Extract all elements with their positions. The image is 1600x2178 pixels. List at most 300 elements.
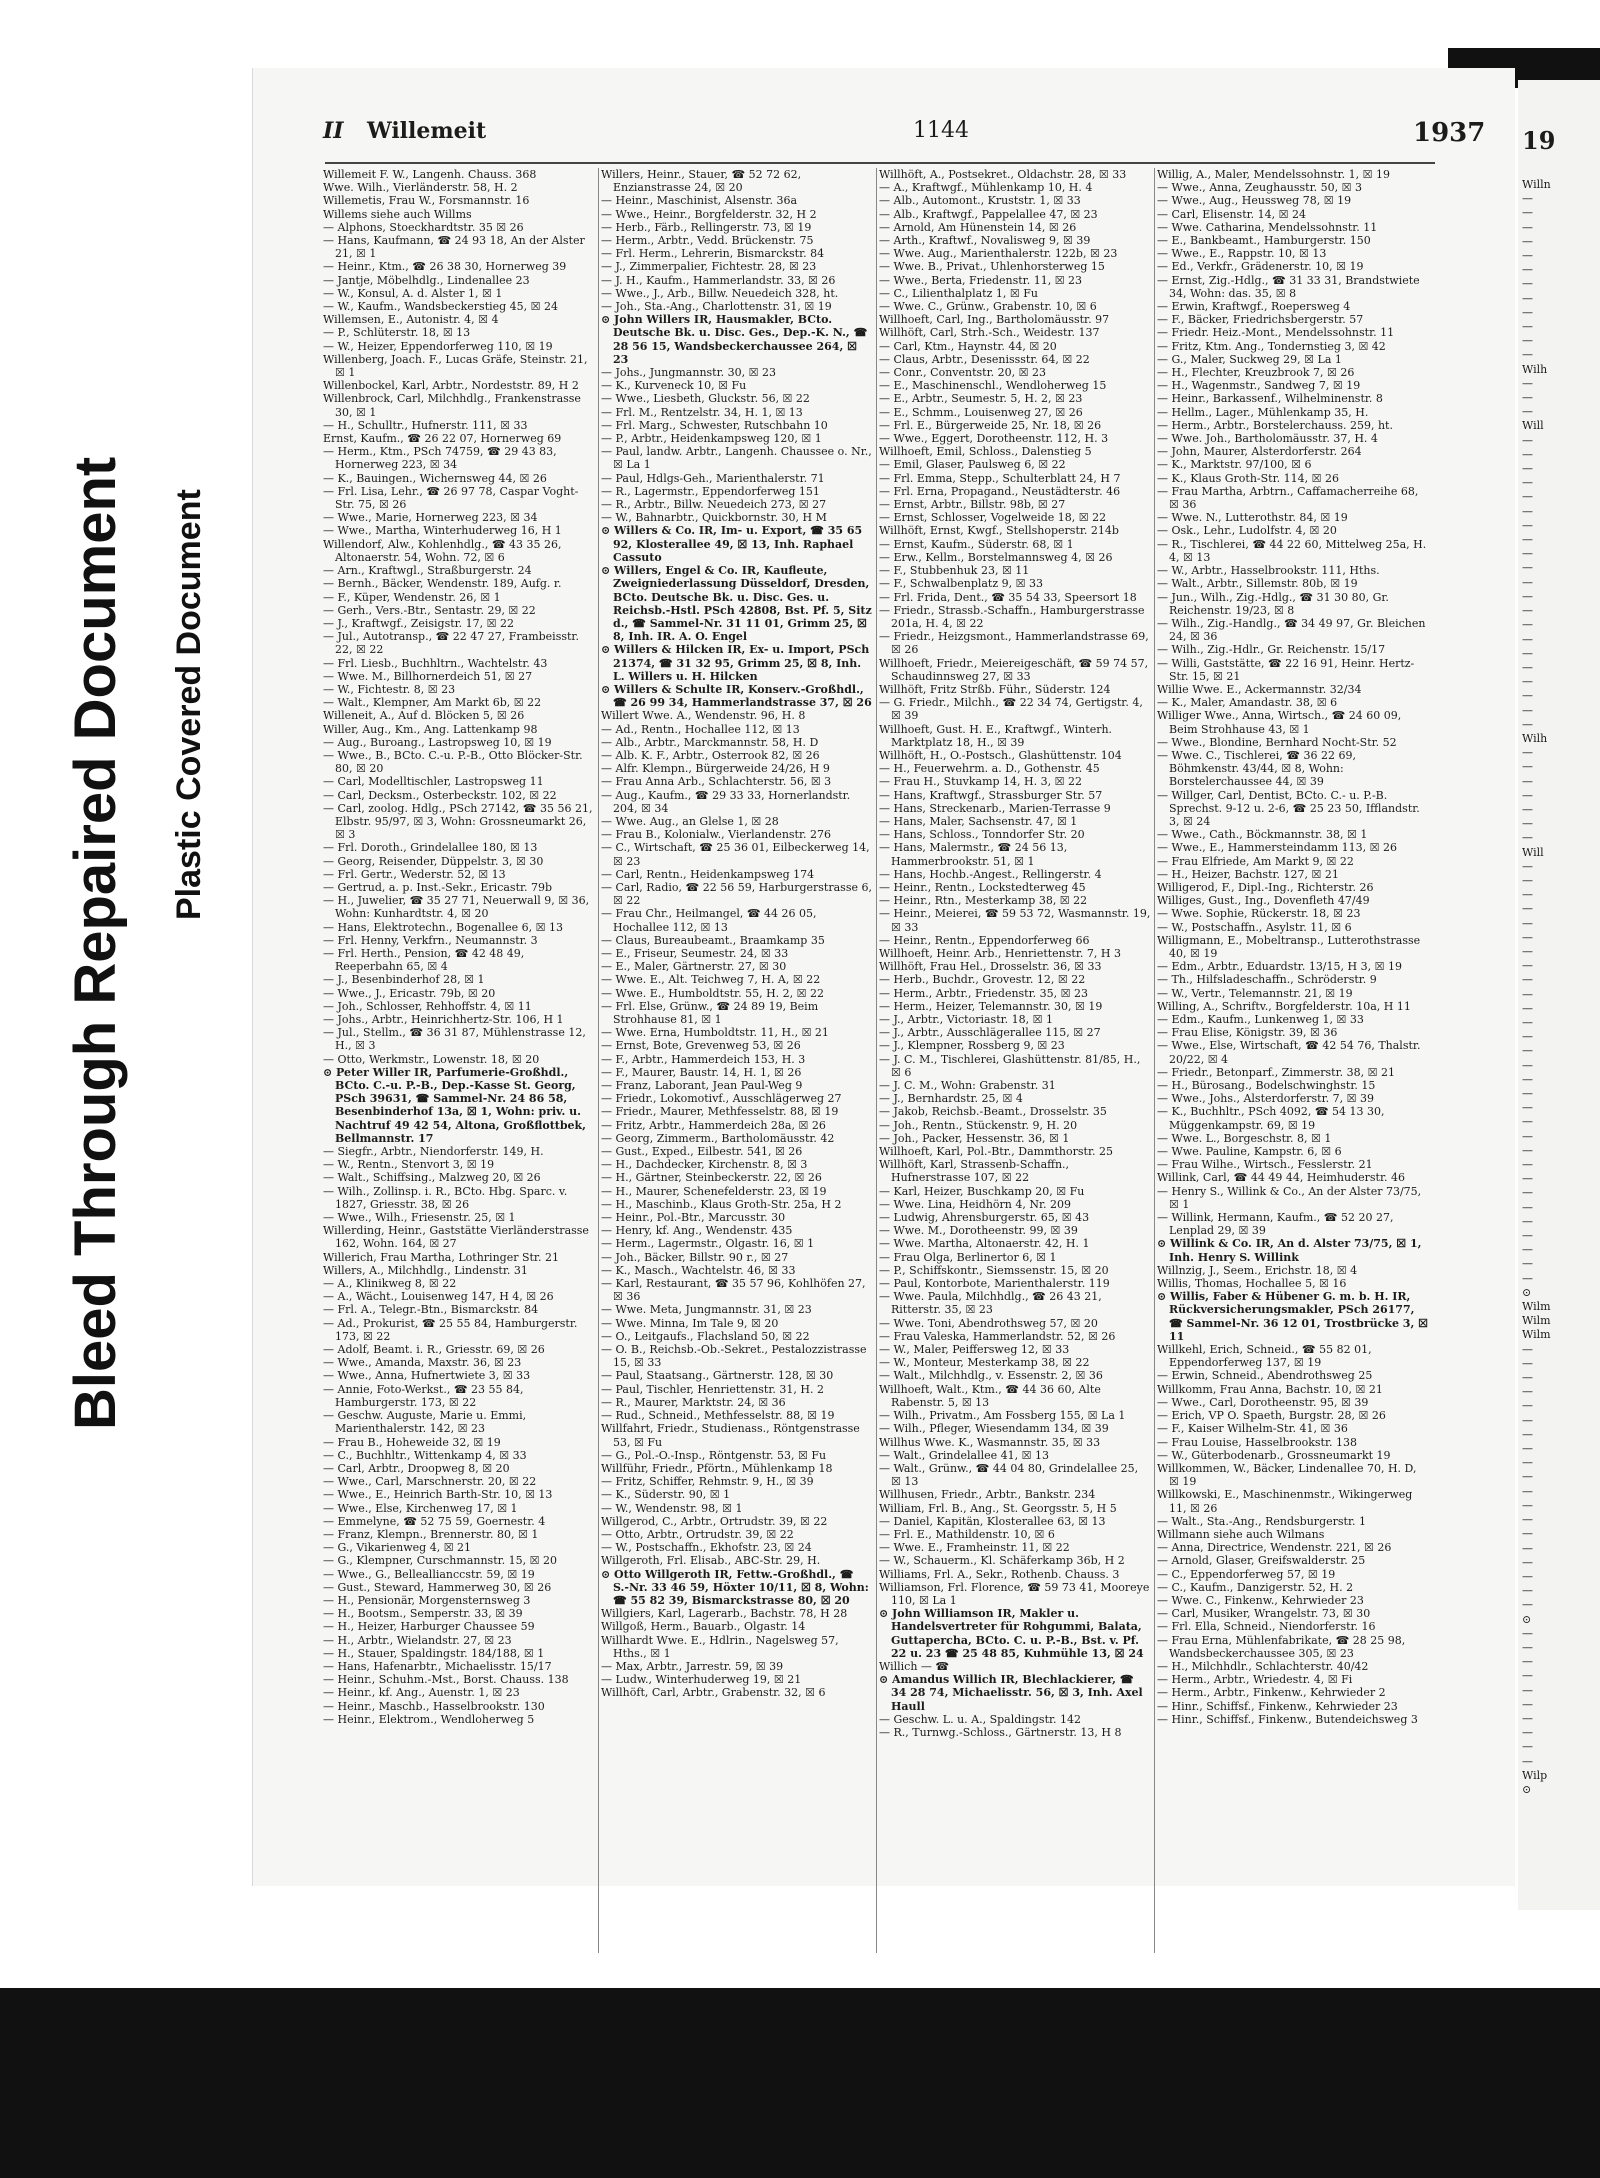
directory-entry: — Ludw., Winterhuderweg 19, ☒ 21 (601, 1673, 802, 1687)
directory-entry: — Wilh., Zig.-Hdlr., Gr. Reichenstr. 15/17 (1157, 643, 1386, 657)
directory-entry: Willerding, Heinr., Gaststätte Vierländerstrasse 162, Wohn. 164, ☒ 27 (323, 1224, 589, 1251)
column-divider (598, 168, 599, 1953)
directory-entry: — Frl. Frida, Dent., ☎ 35 54 33, Speersort 18 (879, 590, 1137, 604)
directory-entry: — K., Süderstr. 90, ☒ 1 (601, 1488, 731, 1502)
directory-entry: — Wwe. E., Alt. Teichweg 7, H. A, ☒ 22 (601, 973, 821, 987)
directory-entry: — Wwe., Blondine, Bernhard Nocht-Str. 52 (1157, 735, 1397, 749)
directory-entry: — Wwe. Joh., Bartholomäusstr. 37, H. 4 (1157, 432, 1378, 446)
directory-entry: — Heinr., Rentn., Eppendorferweg 66 (879, 933, 1090, 947)
directory-entry: — Alb., Arbtr., Marckmannstr. 58, H. D (601, 735, 819, 749)
directory-entry: — Heinr., Meierei, ☎ 59 53 72, Wasmannstr. 19, ☒ 33 (879, 907, 1151, 934)
directory-entry: — Ernst, Bote, Grevenweg 53, ☒ 26 (601, 1039, 801, 1053)
directory-entry: — Walt., Grindelallee 41, ☒ 13 (879, 1448, 1050, 1462)
directory-entry: — Hinr., Schiffsf., Finkenw., Kehrwieder 23 (1157, 1699, 1398, 1713)
fragment-line: — (1522, 675, 1533, 689)
directory-entry: Willfahrt, Friedr., Studienass., Röntgenstrasse 53, ☒ Fu (601, 1422, 860, 1449)
fragment-line: — (1522, 249, 1533, 263)
directory-entry: — W., Arbtr., Hasselbrookstr. 111, Hths. (1157, 564, 1380, 578)
directory-entry: — H., Flechter, Kreuzbrook 7, ☒ 26 (1157, 366, 1355, 380)
fragment-line: — (1522, 1541, 1533, 1555)
directory-entry: — Walt., Sta.-Ang., Rendsburgerstr. 1 (1157, 1514, 1366, 1528)
directory-entry: — Heinr., Barkassenf., Wilhelminenstr. 8 (1157, 392, 1383, 406)
directory-entry: — Wilh., Pfleger, Wiesendamm 134, ☒ 39 (879, 1422, 1109, 1436)
directory-entry: Willhusen, Friedr., Arbtr., Bankstr. 234 (879, 1488, 1096, 1502)
directory-entry: — Heinr., Rtn., Mesterkamp 38, ☒ 22 (879, 894, 1088, 908)
directory-entry: — Wwe., Eggert, Dorotheenstr. 112, H. 3 (879, 432, 1109, 446)
fragment-line: — (1522, 930, 1533, 944)
directory-entry: — Wwe., E., Rappstr. 10, ☒ 13 (1157, 247, 1327, 261)
directory-entry: — Walt., Schiffsing., Malzweg 20, ☒ 26 (323, 1171, 541, 1185)
directory-entry: Willkommen, W., Bäcker, Lindenallee 70, H. D, ☒ 19 (1157, 1461, 1417, 1489)
fragment-line: — (1522, 1200, 1533, 1214)
directory-entry: Willems siehe auch Willms (323, 207, 472, 221)
fragment-line: — (1522, 1555, 1533, 1569)
directory-entry: — Karl, Heizer, Buschkamp 20, ☒ Fu (879, 1184, 1085, 1198)
directory-entry: — Paul, Hdlgs-Geh., Marienthalerstr. 71 (601, 471, 825, 485)
directory-entry: — J. H., Kaufm., Hammerlandstr. 33, ☒ 26 (601, 273, 836, 287)
directory-entry: — Hinr., Schiffsf., Finkenw., Butendeichsweg 3 (1157, 1712, 1418, 1726)
directory-entry: — Frau B., Kolonialw., Vierlandenstr. 276 (601, 828, 832, 842)
directory-entry: Willhöft, Ernst, Kwgf., Stellshoperstr. 214b (879, 524, 1119, 538)
fragment-line: — (1522, 1726, 1533, 1740)
directory-entry: Willing, A., Schriftv., Borgfelderstr. 10a, H 11 (1157, 999, 1411, 1013)
fragment-line: — (1522, 1030, 1533, 1044)
directory-entry: — Wwe. Erna, Humboldtstr. 11, H., ☒ 21 (601, 1026, 829, 1040)
directory-entry: — H., Pensionär, Morgensternsweg 3 (323, 1593, 531, 1607)
directory-entry: — Adolf, Beamt. i. R., Griesstr. 69, ☒ 26 (323, 1343, 545, 1357)
directory-entry: — Georg, Zimmerm., Bartholomäusstr. 42 (601, 1131, 835, 1145)
directory-entry: Willemeit F. W., Langenh. Chauss. 368 (323, 168, 537, 181)
directory-entry: Willenbockel, Karl, Arbtr., Nordeststr. 89, H 2 (323, 379, 579, 393)
directory-entry: — Walt., Grünw., ☎ 44 04 80, Grindelallee 25, ☒ 13 (879, 1461, 1139, 1489)
directory-entry: — F., Maurer, Baustr. 14, H. 1, ☒ 26 (601, 1065, 802, 1079)
directory-entry: — F., Bäcker, Friedrichsbergerstr. 57 (1157, 313, 1364, 327)
directory-entry: Willenberg, Joach. F., Lucas Gräfe, Steinstr. 21, ☒ 1 (323, 352, 588, 380)
directory-entry: — C., Kaufm., Danzigerstr. 52, H. 2 (1157, 1580, 1354, 1594)
directory-entry: — Carl, Radio, ☎ 22 56 59, Harburgerstrasse 6, ☒ 22 (601, 880, 872, 908)
directory-entry: — H., Schulltr., Hufnerstr. 111, ☒ 33 (323, 418, 528, 432)
directory-entry: — Wwe., Aug., Heussweg 78, ☒ 19 (1157, 194, 1352, 208)
fragment-line: — (1522, 888, 1533, 902)
directory-entry: — Joh., Rentn., Stückenstr. 9, H. 20 (879, 1118, 1078, 1132)
directory-entry: — Frl. Lisa, Lehr., ☎ 26 97 78, Caspar Voght-Str. 75, ☒ 26 (323, 484, 579, 512)
directory-entry: Willemetis, Frau W., Forsmannstr. 16 (323, 194, 530, 208)
fragment-line: — (1522, 277, 1533, 291)
directory-entry: — Wwe., Johs., Alsterdorferstr. 7, ☒ 39 (1157, 1092, 1374, 1106)
directory-entry: — Frl. M., Rentzelstr. 34, H. 1, ☒ 13 (601, 405, 803, 419)
directory-entry: Ernst, Kaufm., ☎ 26 22 07, Hornerweg 69 (323, 432, 562, 446)
fragment-line: — (1522, 703, 1533, 717)
directory-entry: — A., Wächt., Louisenweg 147, H 4, ☒ 26 (323, 1290, 554, 1304)
directory-entry: — H., Wagenmstr., Sandweg 7, ☒ 19 (1157, 379, 1361, 393)
fragment-line: — (1522, 518, 1533, 532)
fragment-line: — (1522, 1655, 1533, 1669)
fragment-line: — (1522, 348, 1533, 362)
directory-entry: — Wwe. Sophie, Rückerstr. 18, ☒ 23 (1157, 907, 1361, 921)
directory-entry: — H., Maschinb., Klaus Groth-Str. 25a, H 2 (601, 1197, 842, 1211)
directory-entry: — Frau Erna, Mühlenfabrikate, ☎ 28 25 98, Wandsbeckerchaussee 305, ☒ 23 (1157, 1633, 1406, 1660)
directory-entry: Willhöft, A., Postsekret., Oldachstr. 28, ☒ 33 (879, 168, 1127, 181)
directory-entry: — Arnold, Am Hünenstein 14, ☒ 26 (879, 220, 1077, 234)
fragment-line: Wilm (1522, 1314, 1551, 1328)
directory-entry: ⊙ Willink & Co. IR, An d. Alster 73/75, ☒ 1, Inh. Henry S. Willink (1157, 1237, 1422, 1264)
directory-entry: — Rud., Schneid., Methfesselstr. 88, ☒ 19 (601, 1409, 835, 1423)
directory-entry: — Wwe. C., Grünw., Grabenstr. 10, ☒ 6 (879, 300, 1097, 314)
directory-entry: Willers, Heinr., Stauer, ☎ 52 72 62, Enzianstrasse 24, ☒ 20 (601, 168, 802, 195)
directory-entry: — Th., Hilfsladeschaffn., Schröderstr. 9 (1157, 973, 1377, 987)
fragment-line: — (1522, 1044, 1533, 1058)
directory-entry: — Wwe., Martha, Winterhuderweg 16, H 1 (323, 524, 562, 538)
directory-entry: — Heinr., kf. Ang., Auenstr. 1, ☒ 23 (323, 1686, 520, 1700)
fragment-line: — (1522, 1626, 1533, 1640)
fragment-line: — (1522, 831, 1533, 845)
fragment-line: — (1522, 1058, 1533, 1072)
directory-entry: — Ernst, Schlosser, Vogelweide 18, ☒ 22 (879, 511, 1107, 525)
fragment-line: — (1522, 1087, 1533, 1100)
directory-entry: — K., Buchhltr., PSch 4092, ☎ 54 13 30, Müggenkampstr. 69, ☒ 19 (1157, 1105, 1385, 1132)
fragment-line: — (1522, 447, 1533, 461)
directory-entry: — J., Zimmerpalier, Fichtestr. 28, ☒ 23 (601, 260, 817, 274)
directory-entry: — H., Juwelier, ☎ 35 27 71, Neuerwall 9, ☒ 36, Wohn: Kunhardtstr. 4, ☒ 20 (323, 894, 590, 921)
directory-entry: — J., Bernhardstr. 25, ☒ 4 (879, 1092, 1023, 1106)
directory-entry: — Georg, Reisender, Düppelstr. 3, ☒ 30 (323, 854, 544, 868)
directory-entry: — Herb., Buchdr., Grovestr. 12, ☒ 22 (879, 973, 1086, 987)
fragment-line: — (1522, 973, 1533, 987)
directory-entry: — H., Feuerwehrm. a. D., Gothenstr. 45 (879, 762, 1100, 776)
directory-entry: — Wwe., Marie, Hornerweg 223, ☒ 34 (323, 511, 538, 525)
directory-entry: Willhoeft, Gust. H. E., Kraftwgf., Winterh. Marktplatz 18, H., ☒ 39 (879, 722, 1113, 749)
directory-entry: — H., Bootsm., Semperstr. 33, ☒ 39 (323, 1607, 523, 1621)
directory-entry: Willkowski, E., Maschinenmstr., Wikingerweg 11, ☒ 26 (1157, 1488, 1413, 1515)
fragment-line: Will (1522, 845, 1544, 859)
directory-entry: — F., Kaiser Wilhelm-Str. 41, ☒ 36 (1157, 1422, 1348, 1436)
directory-entry: — Walt., Arbtr., Sillemstr. 80b, ☒ 19 (1157, 577, 1358, 591)
directory-entry: — H., Dachdecker, Kirchenstr. 8, ☒ 3 (601, 1158, 808, 1172)
fragment-line: — (1522, 1385, 1533, 1399)
directory-entry: — C., Wirtschaft, ☎ 25 36 01, Eilbeckerweg 14, ☒ 23 (601, 841, 870, 868)
directory-entry: Willgoß, Herm., Bauarb., Olgastr. 14 (601, 1620, 806, 1634)
directory-entry: — Hans, Schloss., Tonndorfer Str. 20 (879, 828, 1085, 842)
directory-entry: — Wwe., Berta, Friedenstr. 11, ☒ 23 (879, 273, 1083, 287)
fragment-line: — (1522, 1640, 1533, 1654)
fragment-line: — (1522, 561, 1533, 575)
directory-entry: ⊙ Otto Willgeroth IR, Fettw.-Großhdl., ☎ S.-Nr. 33 46 59, Höxter 10/11, ☒ 8, Wohn: ☎ 55 82 39, Bismarckstrasse 80, ☒ 20 (601, 1567, 869, 1607)
fragment-line: — (1522, 547, 1533, 561)
directory-entry: — Friedr., Strassb.-Schaffn., Hamburgerstrasse 201a, H. 4, ☒ 22 (879, 603, 1145, 630)
column-divider (1154, 168, 1155, 1953)
directory-entry: Willhöft, Carl, Arbtr., Grabenstr. 32, ☒ 6 (601, 1686, 826, 1700)
directory-entry: — Friedr., Betonparf., Zimmerstr. 38, ☒ 21 (1157, 1065, 1395, 1079)
directory-entry: — W., Rentn., Stenvort 3, ☒ 19 (323, 1158, 495, 1172)
directory-entry: — A., Kraftwgf., Mühlenkamp 10, H. 4 (879, 181, 1093, 195)
directory-entry: — R., Arbtr., Billw. Neuedeich 273, ☒ 27 (601, 498, 827, 512)
directory-entry: — Wwe. Aug., Marienthalerstr. 122b, ☒ 23 (879, 247, 1118, 261)
fragment-line: — (1522, 1243, 1533, 1257)
directory-entry: — Hans, Malermstr., ☎ 24 56 13, Hammerbrookstr. 51, ☒ 1 (879, 841, 1068, 868)
directory-entry: — Alphons, Stoeckhardtstr. 35 ☒ 26 (323, 220, 524, 234)
directory-entry: — Wwe. Paula, Milchhdlg., ☎ 26 43 21, Ritterstr. 35, ☒ 23 (879, 1290, 1102, 1317)
directory-entry: Willhöft, Carl, Strh.-Sch., Weidestr. 137 (879, 326, 1100, 340)
directory-entry: — Frl. Marg., Schwester, Rutschbahn 10 (601, 418, 828, 432)
directory-entry: — G., Maler, Suckweg 29, ☒ La 1 (1157, 352, 1342, 366)
directory-entry: — Wwe., Else, Kirchenweg 17, ☒ 1 (323, 1501, 518, 1515)
directory-entry: — Fritz, Ktm. Ang., Tondernstieg 3, ☒ 42 (1157, 339, 1386, 353)
directory-entry: — Herm., Arbtr., Borstelerchauss. 259, ht. (1157, 418, 1393, 432)
fragment-line: Wilp (1522, 1768, 1548, 1782)
directory-entry: — Walt., Milchhdlg., v. Essenstr. 2, ☒ 36 (879, 1369, 1103, 1383)
directory-entry: — Frl. Herth., Pension, ☎ 42 48 49, Reeperbahn 65, ☒ 4 (323, 946, 525, 974)
directory-entry: — Arth., Kraftwf., Novalisweg 9, ☒ 39 (879, 234, 1091, 248)
directory-page (252, 68, 1515, 1886)
directory-entry: Willgeroth, Frl. Elisab., ABC-Str. 29, H. (601, 1554, 821, 1568)
directory-entry: — Wwe. Minna, Im Tale 9, ☒ 20 (601, 1316, 779, 1330)
directory-entry: — Herm., Heizer, Telemannstr. 30, ☒ 19 (879, 999, 1103, 1013)
directory-entry: — Herb., Färb., Rellingerstr. 73, ☒ 19 (601, 220, 812, 234)
directory-entry: — Herm., Ktm., PSch 74759, ☎ 29 43 83, Hornerweg 223, ☒ 34 (323, 445, 557, 472)
directory-entry: — Arn., Kraftwgl., Straßburgerstr. 24 (323, 564, 532, 578)
directory-entry: — Aug., Buroang., Lastropsweg 10, ☒ 19 (323, 735, 552, 749)
directory-entry: — Wwe. M., Billhornerdeich 51, ☒ 27 (323, 669, 533, 683)
directory-entry: — Frl. Erna, Propagand., Neustädterstr. 46 (879, 484, 1121, 498)
directory-entry: — Herm., Arbtr., Friedenstr. 35, ☒ 23 (879, 986, 1088, 1000)
directory-entry: Willigmann, E., Mobeltransp., Lutterothstrasse 40, ☒ 19 (1157, 933, 1421, 960)
directory-entry: — Ernst, Arbtr., Billstr. 98b, ☒ 27 (879, 498, 1066, 512)
directory-entry: Willgiers, Karl, Lagerarb., Bachstr. 78, H 28 (601, 1607, 848, 1621)
directory-entry: Wwe. Wilh., Vierländerstr. 58, H. 2 (323, 181, 518, 195)
fragment-line: — (1522, 1186, 1533, 1200)
fragment-line: — (1522, 291, 1533, 305)
directory-entry: — Paul, Staatsang., Gärtnerstr. 128, ☒ 30 (601, 1369, 834, 1383)
directory-entry: — Willger, Carl, Dentist, BCto. C.- u. P.-B. Sprechst. 9-12 u. 2-6, ☎ 25 23 50, Ifflandstr. 3, ☒ 24 (1157, 788, 1420, 828)
directory-entry: — Edm., Arbtr., Eduardstr. 13/15, H 3, ☒ 19 (1157, 960, 1402, 974)
fragment-line: — (1522, 1172, 1533, 1186)
directory-entry: — Wilh., Zollinsp. i. R., BCto. Hbg. Sparc. v. 1827, Griesstr. 38, ☒ 26 (323, 1184, 568, 1211)
directory-entry: — F., Arbtr., Hammerdeich 153, H. 3 (601, 1052, 806, 1066)
directory-entry: — F., Stubbenhuk 23, ☒ 11 (879, 564, 1030, 578)
directory-entry: — Wwe. M., Dorotheenstr. 99, ☒ 39 (879, 1224, 1078, 1238)
column-divider (876, 168, 877, 1953)
fragment-line: — (1522, 320, 1533, 334)
directory-entry: — E., Schmm., Louisenweg 27, ☒ 26 (879, 405, 1083, 419)
directory-entry: — Herm., Arbtr., Vedd. Brückenstr. 75 (601, 234, 814, 248)
fragment-line: — (1522, 987, 1533, 1001)
directory-entry: — H., Maurer, Schenefelderstr. 23, ☒ 19 (601, 1184, 827, 1198)
directory-entry: ⊙ Willers & Hilcken IR, Ex- u. Import, PSch 21374, ☎ 31 32 95, Grimm 25, ☒ 8, Inh. L. Willers u. H. Hilcken (601, 643, 870, 683)
page-number: 1144 (913, 118, 969, 143)
directory-entry: Williges, Gust., Ing., Dovenfleth 47/49 (1157, 894, 1370, 908)
directory-entry: — Wilh., Privatm., Am Fossberg 155, ☒ La 1 (879, 1409, 1126, 1423)
fragment-line: — (1522, 817, 1533, 831)
directory-entry: — Otto, Arbtr., Ortrudstr. 39, ☒ 22 (601, 1527, 794, 1541)
fragment-line: — (1522, 1143, 1533, 1157)
scanner-edge-bottom (0, 1988, 1600, 2178)
fragment-line: — (1522, 774, 1533, 788)
directory-entry: — W., Wendenstr. 98, ☒ 1 (601, 1501, 743, 1515)
directory-entry: — W., Bahnarbtr., Quickbornstr. 30, H M (601, 511, 827, 525)
directory-entry: Williams, Frl. A., Sekr., Rothenb. Chauss. 3 (879, 1567, 1120, 1581)
directory-entry: — Karl, Restaurant, ☎ 35 57 96, Kohlhöfen 27, ☒ 36 (601, 1277, 866, 1304)
directory-entry: — Gust., Exped., Eilbestr. 541, ☒ 26 (601, 1145, 803, 1159)
directory-entry: — Frl. E., Bürgerweide 25, Nr. 18, ☒ 26 (879, 418, 1102, 432)
fragment-line: — (1522, 944, 1533, 958)
directory-entry: — Carl, Decksm., Osterbeckstr. 102, ☒ 22 (323, 788, 557, 802)
directory-entry: — K., Maler, Amandastr. 38, ☒ 6 (1157, 696, 1338, 710)
directory-entry: — E., Bankbeamt., Hamburgerstr. 150 (1157, 234, 1371, 248)
directory-entry: — Edm., Kaufm., Lunkenweg 1, ☒ 33 (1157, 1013, 1364, 1026)
directory-entry: ⊙ John Williamson IR, Makler u. Handelsvertreter für Rohgummi, Balata, Guttapercha, BCto. C. u. P.-B., Bst. v. Pf. 22 u. 23 ☎ 25 48 85, Kuhmühle 13, ☒ 24 (879, 1607, 1144, 1660)
directory-entry: — W., Güterbodenarb., Grossneumarkt 19 (1157, 1448, 1391, 1462)
directory-entry: — Friedr. Heiz.-Mont., Mendelssohnstr. 11 (1157, 326, 1395, 340)
directory-entry: — Wwe. Lina, Heidhörn 4, Nr. 209 (879, 1197, 1072, 1211)
directory-entry: — Franz, Klempn., Brennerstr. 80, ☒ 1 (323, 1527, 539, 1541)
fragment-line: — (1522, 873, 1533, 887)
directory-entry: — Ludwig, Ahrensburgerstr. 65, ☒ 43 (879, 1211, 1090, 1225)
directory-entry: — Frl. Else, Grünw., ☎ 24 89 19, Beim Strohhause 81, ☒ 1 (601, 999, 819, 1026)
directory-entry: — H., Heizer, Bachstr. 127, ☒ 21 (1157, 867, 1339, 881)
directory-entry: — W., Postschaffn., Ekhofstr. 23, ☒ 24 (601, 1541, 812, 1555)
directory-entry: — G., Klempner, Curschmannstr. 15, ☒ 20 (323, 1554, 557, 1568)
directory-entry: — Hans, Hafenarbtr., Michaelisstr. 15/17 (323, 1659, 552, 1673)
directory-entry: — Henry S., Willink & Co., An der Alster 73/75, ☒ 1 (1157, 1184, 1422, 1211)
fragment-line: — (1522, 689, 1533, 703)
directory-entry: — Alfr. Klempn., Bürgerweide 24/26, H 9 (601, 762, 830, 776)
directory-entry: — Wwe. B., Privat., Uhlenhorsterweg 15 (879, 260, 1105, 274)
directory-entry: Willenbrock, Carl, Milchhdlg., Frankenstrasse 30, ☒ 1 (323, 392, 581, 419)
fragment-line: — (1522, 1371, 1533, 1385)
directory-entry: Willis, Thomas, Hochallee 5, ☒ 16 (1157, 1277, 1347, 1291)
directory-entry: — W., Kaufm., Wandsbeckerstieg 45, ☒ 24 (323, 300, 559, 314)
directory-entry: — R., Tischlerei, ☎ 44 22 60, Mittelweg 25a, H. 4, ☒ 13 (1157, 537, 1427, 564)
entry-column-2 (601, 168, 873, 1953)
directory-entry: — Wwe., Carl, Marschnerstr. 20, ☒ 22 (323, 1475, 537, 1489)
directory-entry: ⊙ Willers & Schulte IR, Konserv.-Großhdl., ☎ 26 99 34, Hammerlandstrasse 37, ☒ 26 (601, 682, 872, 710)
fragment-line: Willn (1522, 178, 1551, 191)
fragment-line: Will (1522, 419, 1544, 433)
directory-entry: — G. Friedr., Milchh., ☎ 22 34 74, Gertigstr. 4, ☒ 39 (879, 696, 1143, 723)
directory-entry: — H., Heizer, Harburger Chaussee 59 (323, 1620, 535, 1634)
fragment-line: — (1522, 220, 1533, 234)
directory-entry: — K., Kurveneck 10, ☒ Fu (601, 379, 747, 393)
fragment-line: — (1522, 1527, 1533, 1541)
fragment-line: — (1522, 1101, 1533, 1115)
directory-entry: — Erwin, Schneid., Abendrothsweg 25 (1157, 1369, 1373, 1383)
directory-entry: — Frau Wilhe., Wirtsch., Fesslerstr. 21 (1157, 1158, 1373, 1172)
directory-entry: — Frl. Henny, Verkfrn., Neumannstr. 3 (323, 933, 538, 947)
directory-entry: — Carl, Musiker, Wrangelstr. 73, ☒ 30 (1157, 1607, 1371, 1621)
fragment-line: — (1522, 604, 1533, 618)
directory-entry: — Herm., Arbtr., Wriedestr. 4, ☒ Fi (1157, 1673, 1353, 1687)
page-header (323, 118, 1600, 148)
directory-entry: — Alb., Automont., Kruststr. 1, ☒ 33 (879, 194, 1081, 208)
fragment-line: Wilm (1522, 1300, 1551, 1314)
directory-entry: — W., Fichtestr. 8, ☒ 23 (323, 682, 456, 696)
directory-entry: — Hans, Maler, Sachsenstr. 47, ☒ 1 (879, 814, 1078, 828)
directory-entry: — Osk., Lehr., Ludolfstr. 4, ☒ 20 (1157, 524, 1337, 538)
adjacent-page-fragments (1522, 178, 1600, 1797)
directory-entry: — Ernst, Kaufm., Süderstr. 68, ☒ 1 (879, 537, 1074, 551)
directory-entry: — Johs., Arbtr., Heinrichhertz-Str. 106, H 1 (323, 1013, 564, 1026)
directory-entry: — Hans, Elektrotechn., Bogenallee 6, ☒ 13 (323, 920, 563, 934)
directory-entry: — Carl, Arbtr., Droopweg 8, ☒ 20 (323, 1461, 510, 1475)
directory-entry: — Wwe. Catharina, Mendelssohnstr. 11 (1157, 220, 1378, 234)
directory-entry: — Joh., Sta.-Ang., Charlottenstr. 31, ☒ 19 (601, 300, 832, 314)
directory-entry: Willhöft, Frau Hel., Drosselstr. 36, ☒ 33 (879, 960, 1102, 974)
directory-entry: — H., Milchhdlr., Schlachterstr. 40/42 (1157, 1659, 1369, 1673)
directory-entry: Williger Wwe., Anna, Wirtsch., ☎ 24 60 09, Beim Strohhause 43, ☒ 1 (1157, 709, 1402, 736)
fragment-line: — (1522, 1442, 1533, 1456)
directory-entry: — Wwe., Heinr., Borgfelderstr. 32, H 2 (601, 207, 817, 221)
directory-entry: Willig, A., Maler, Mendelssohnstr. 1, ☒ 19 (1157, 168, 1391, 181)
directory-entry: — Wwe., J., Arb., Billw. Neuedeich 328, ht. (601, 286, 839, 300)
directory-entry: — Wwe., Liesbeth, Gluckstr. 56, ☒ 22 (601, 392, 810, 406)
fragment-line: — (1522, 760, 1533, 774)
directory-entry: Willie Wwe. E., Ackermannstr. 32/34 (1157, 682, 1362, 696)
directory-entry: — Wwe. Meta, Jungmannstr. 31, ☒ 23 (601, 1303, 812, 1317)
directory-entry: — Alb., Kraftwgf., Pappelallee 47, ☒ 23 (879, 207, 1098, 221)
directory-entry: — W., Vertr., Telemannstr. 21, ☒ 19 (1157, 986, 1353, 1000)
fragment-line: — (1522, 959, 1533, 973)
directory-entry: — K., Marktstr. 97/100, ☒ 6 (1157, 458, 1312, 472)
fragment-line: — (1522, 1498, 1533, 1512)
fragment-line: ⊙ (1522, 1612, 1532, 1626)
directory-entry: Willhoeft, Karl, Pol.-Btr., Dammthorstr. 25 (879, 1145, 1113, 1159)
directory-entry: — Siegfr., Arbtr., Niendorferstr. 149, H. (323, 1145, 544, 1159)
directory-entry: — W., Monteur, Mesterkamp 38, ☒ 22 (879, 1356, 1090, 1370)
fragment-line: — (1522, 1484, 1533, 1498)
directory-entry: — Friedr., Lokomotivf., Ausschlägerweg 27 (601, 1092, 842, 1106)
fragment-line: — (1522, 490, 1533, 504)
directory-entry: — Joh., Bäcker, Billstr. 90 r., ☒ 27 (601, 1250, 789, 1264)
fragment-line: Wilm (1522, 1328, 1551, 1342)
directory-entry: — C., Eppendorferweg 57, ☒ 19 (1157, 1567, 1336, 1581)
directory-entry: — Henry, kf. Ang., Wendenstr. 435 (601, 1224, 793, 1238)
directory-entry: Willigerod, F., Dipl.-Ing., Richterstr. 26 (1157, 880, 1374, 894)
directory-entry: Willgerod, C., Arbtr., Ortrudstr. 39, ☒ 22 (601, 1514, 828, 1528)
directory-entry: — Geschw. Auguste, Marie u. Emmi, Marienthalerstr. 142, ☒ 23 (323, 1409, 527, 1436)
fragment-line: — (1522, 334, 1533, 348)
fragment-line: — (1522, 462, 1533, 476)
fragment-line: — (1522, 646, 1533, 660)
directory-entry: — Willi, Gaststätte, ☎ 22 16 91, Heinr. Hertz-Str. 15, ☒ 21 (1157, 656, 1415, 683)
directory-entry: — Jun., Wilh., Zig.-Hdlg., ☎ 31 30 80, Gr. Reichenstr. 19/23, ☒ 8 (1157, 590, 1389, 617)
directory-entry: — Joh., Packer, Hessenstr. 36, ☒ 1 (879, 1131, 1070, 1145)
fragment-line: — (1522, 902, 1533, 916)
directory-entry: — Frl. A., Telegr.-Btn., Bismarckstr. 84 (323, 1303, 539, 1317)
directory-entry: — Frl. Liesb., Buchhltrn., Wachtelstr. 43 (323, 656, 548, 670)
entry-column-3 (879, 168, 1151, 1953)
fragment-line: — (1522, 1015, 1533, 1029)
header-rule (325, 162, 1435, 164)
directory-entry: ⊙ Willers & Co. IR, Im- u. Export, ☎ 35 65 92, Klosterallee 49, ☒ 13, Inh. Raphael Cassuto (601, 524, 863, 564)
directory-entry: — J., Besenbinderhof 28, ☒ 1 (323, 973, 485, 987)
directory-entry: — J., Arbtr., Victoriastr. 18, ☒ 1 (879, 1013, 1054, 1026)
directory-entry: — Frau Elise, Königstr. 39, ☒ 36 (1157, 1026, 1338, 1040)
directory-entry: — Frau B., Hoheweide 32, ☒ 19 (323, 1435, 501, 1449)
fragment-line: — (1522, 1470, 1533, 1484)
directory-entry: — H., Gärtner, Steinbeckerstr. 22, ☒ 26 (601, 1171, 822, 1185)
adjacent-page-year: 19 (1522, 126, 1556, 155)
fragment-line: — (1522, 589, 1533, 603)
directory-entry: — Frau H., Stuvkamp 14, H. 3, ☒ 22 (879, 775, 1082, 789)
directory-entry: — K., Klaus Groth-Str. 114, ☒ 26 (1157, 471, 1339, 485)
directory-entry: — Paul, landw. Arbtr., Langenh. Chaussee o. Nr., ☒ La 1 (601, 445, 872, 472)
directory-entry: — P., Arbtr., Heidenkampsweg 120, ☒ 1 (601, 432, 822, 446)
fragment-line: — (1522, 1072, 1533, 1086)
directory-entry: — Heinr., Maschb., Hasselbrookstr. 130 (323, 1699, 545, 1713)
bleed-through-stamp: Bleed Through Repaired Document (63, 456, 128, 1430)
directory-entry: Willert Wwe. A., Wendenstr. 96, H. 8 (601, 709, 806, 723)
directory-entry: — H., Bürosang., Bodelschwinghstr. 15 (1157, 1079, 1376, 1093)
